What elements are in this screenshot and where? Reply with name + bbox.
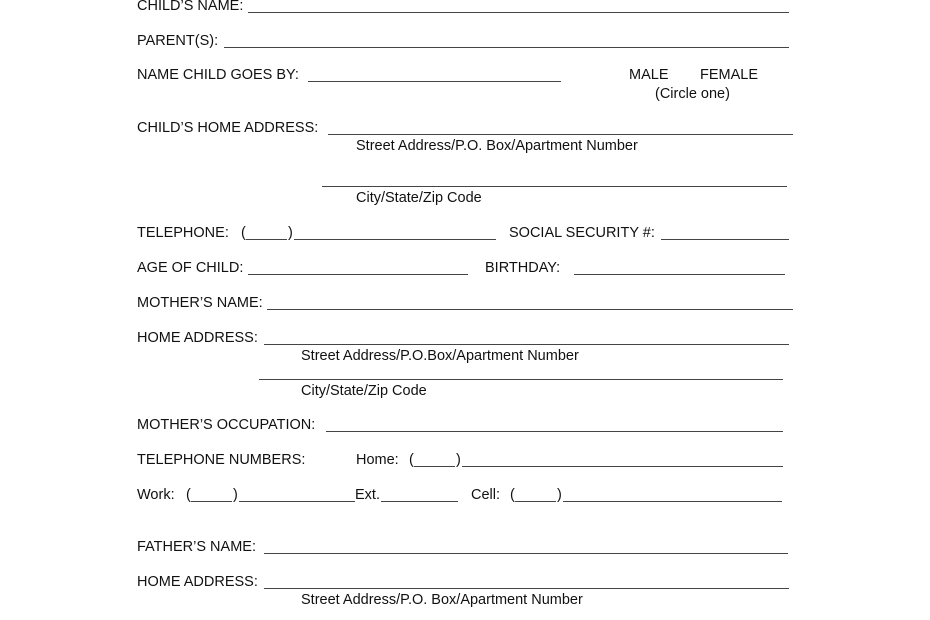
cell-area-close: ) [557, 487, 562, 503]
birthday-field[interactable] [574, 274, 785, 275]
child-street-hint: Street Address/P.O. Box/Apartment Number [356, 138, 638, 154]
father-street-address-field[interactable] [264, 588, 789, 589]
child-city-hint: City/State/Zip Code [356, 190, 482, 206]
telephone-numbers-label: TELEPHONE NUMBERS: [137, 452, 306, 468]
cell-phone-field[interactable] [563, 501, 782, 502]
mother-street-hint: Street Address/P.O.Box/Apartment Number [301, 348, 579, 364]
home-area-open: ( [409, 452, 414, 468]
fathers-name-label: FATHER’S NAME: [137, 539, 256, 555]
child-home-address-label: CHILD’S HOME ADDRESS: [137, 120, 319, 136]
child-street-address-field[interactable] [328, 134, 793, 135]
telephone-area-open: ( [241, 225, 246, 241]
child-name-label: CHILD’S NAME: [137, 0, 244, 14]
ssn-field[interactable] [661, 239, 789, 240]
father-street-hint: Street Address/P.O. Box/Apartment Number [301, 592, 583, 608]
mothers-name-field[interactable] [267, 309, 793, 310]
mother-home-address-label: HOME ADDRESS: [137, 330, 258, 346]
gender-female-option[interactable]: FEMALE [700, 67, 759, 83]
ext-field[interactable] [381, 501, 458, 502]
home-area-code-field[interactable] [414, 466, 455, 467]
telephone-area-code-field[interactable] [246, 239, 287, 240]
home-area-close: ) [456, 452, 461, 468]
home-phone-field[interactable] [462, 466, 783, 467]
fathers-name-field[interactable] [264, 553, 788, 554]
age-of-child-label: AGE OF CHILD: [137, 260, 244, 276]
father-home-address-label: HOME ADDRESS: [137, 574, 258, 590]
work-phone-field[interactable] [239, 501, 355, 502]
mothers-occupation-label: MOTHER’S OCCUPATION: [137, 417, 316, 433]
cell-phone-label: Cell: [471, 487, 501, 503]
birthday-label: BIRTHDAY: [485, 260, 561, 276]
name-goes-by-label: NAME CHILD GOES BY: [137, 67, 299, 83]
age-of-child-field[interactable] [248, 274, 468, 275]
mother-city-state-zip-field[interactable] [259, 379, 783, 380]
telephone-area-close: ) [288, 225, 293, 241]
home-phone-label: Home: [356, 452, 399, 468]
work-area-code-field[interactable] [191, 501, 232, 502]
mother-street-address-field[interactable] [264, 344, 789, 345]
ssn-label: SOCIAL SECURITY #: [509, 225, 655, 241]
mothers-name-label: MOTHER’S NAME: [137, 295, 263, 311]
name-goes-by-field[interactable] [308, 81, 561, 82]
cell-area-open: ( [510, 487, 515, 503]
ext-label: Ext. [355, 487, 380, 503]
gender-male-option[interactable]: MALE [629, 67, 669, 83]
parents-field[interactable] [224, 47, 789, 48]
work-area-open: ( [186, 487, 191, 503]
child-name-field[interactable] [248, 12, 789, 13]
work-area-close: ) [233, 487, 238, 503]
parents-label: PARENT(S): [137, 33, 219, 49]
telephone-number-field[interactable] [294, 239, 496, 240]
telephone-label: TELEPHONE: [137, 225, 229, 241]
circle-one-hint: (Circle one) [655, 86, 730, 102]
mothers-occupation-field[interactable] [326, 431, 783, 432]
mother-city-hint: City/State/Zip Code [301, 383, 427, 399]
cell-area-code-field[interactable] [515, 501, 556, 502]
work-phone-label: Work: [137, 487, 175, 503]
child-city-state-zip-field[interactable] [322, 186, 787, 187]
